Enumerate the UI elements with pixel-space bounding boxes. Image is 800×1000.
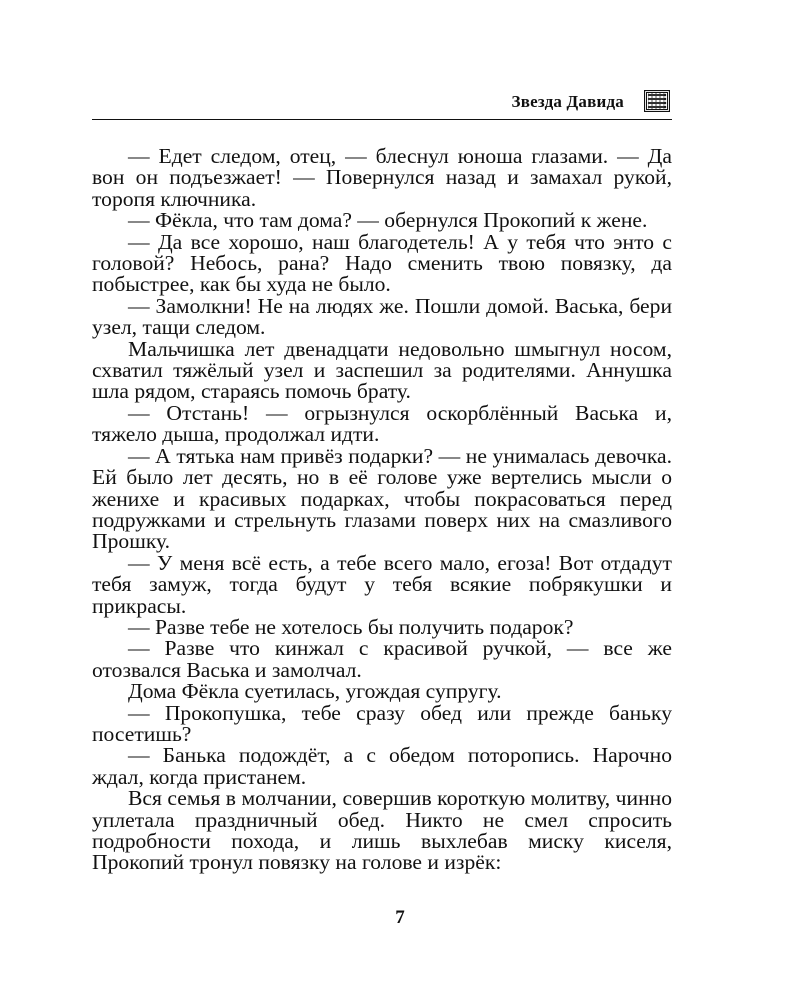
paragraph: — Отстань! — огрызнулся оскорблённый Васька и, тяжело дыша, продолжал идти. [92,400,672,447]
paragraph: — Едет следом, отец, — блеснул юноша глазами. — Да вон он подъезжает! — Повернулся назад и замахал рукой, торопя ключника. [92,144,672,211]
celtic-knot-ornament-icon [644,90,670,112]
paragraph: — Разве тебе не хотелось бы получить подарок? [128,614,574,639]
page-number: 7 [395,907,405,928]
paragraph: — А тятька нам привёз подарки? — не унималась девочка. Ей было лет десять, но в её голове уже вертелись мысли о женихе и красивых подарках, чтобы покрасоваться перед подружками и стрельнуть глазами поверх них на смазливого Прошку. [92,443,672,554]
paragraph: Вся семья в молчании, совершив короткую молитву, чинно уплетала праздничный обед. Никто не смел спросить подробности похода, и лишь выхлебав миску киселя, Прокопий тронул повязку на голове и изрёк: [92,786,672,875]
paragraph: — Прокопушка, тебе сразу обед или прежде баньку посетишь? [92,700,672,746]
paragraph: — Фёкла, что там дома? — обернулся Прокопий к жене. [128,208,648,233]
paragraph: — Да все хорошо, наш благодетель! А у тебя что энто с головой? Небось, рана? Надо сменить твою повязку, да побыстрее, как бы худа не было. [92,229,672,297]
book-title: Звезда Давида [511,92,624,111]
paragraph: Дома Фёкла суетилась, угождая супругу. [128,679,502,704]
paragraph: — Разве что кинжал с красивой ручкой, — все же отозвался Васька и замолчал. [92,636,672,682]
paragraph: — У меня всё есть, а тебе всего мало, егоза! Вот отдадут тебя замуж, тогда будут у тебя всякие побрякушки и прикрасы. [92,550,672,618]
running-header [92,88,672,120]
paragraph: — Банька подождёт, а с обедом поторопись. Нарочно ждал, когда пристанем. [92,743,672,789]
body-text [92,146,672,874]
paragraph: — Замолкни! Не на людях же. Пошли домой. Васька, бери узел, тащи следом. [92,293,672,340]
paragraph: Мальчишка лет двенадцати недовольно шмыгнул носом, схватил тяжёлый узел и заспешил за родителями. Аннушка шла рядом, стараясь помочь брату. [92,336,672,404]
